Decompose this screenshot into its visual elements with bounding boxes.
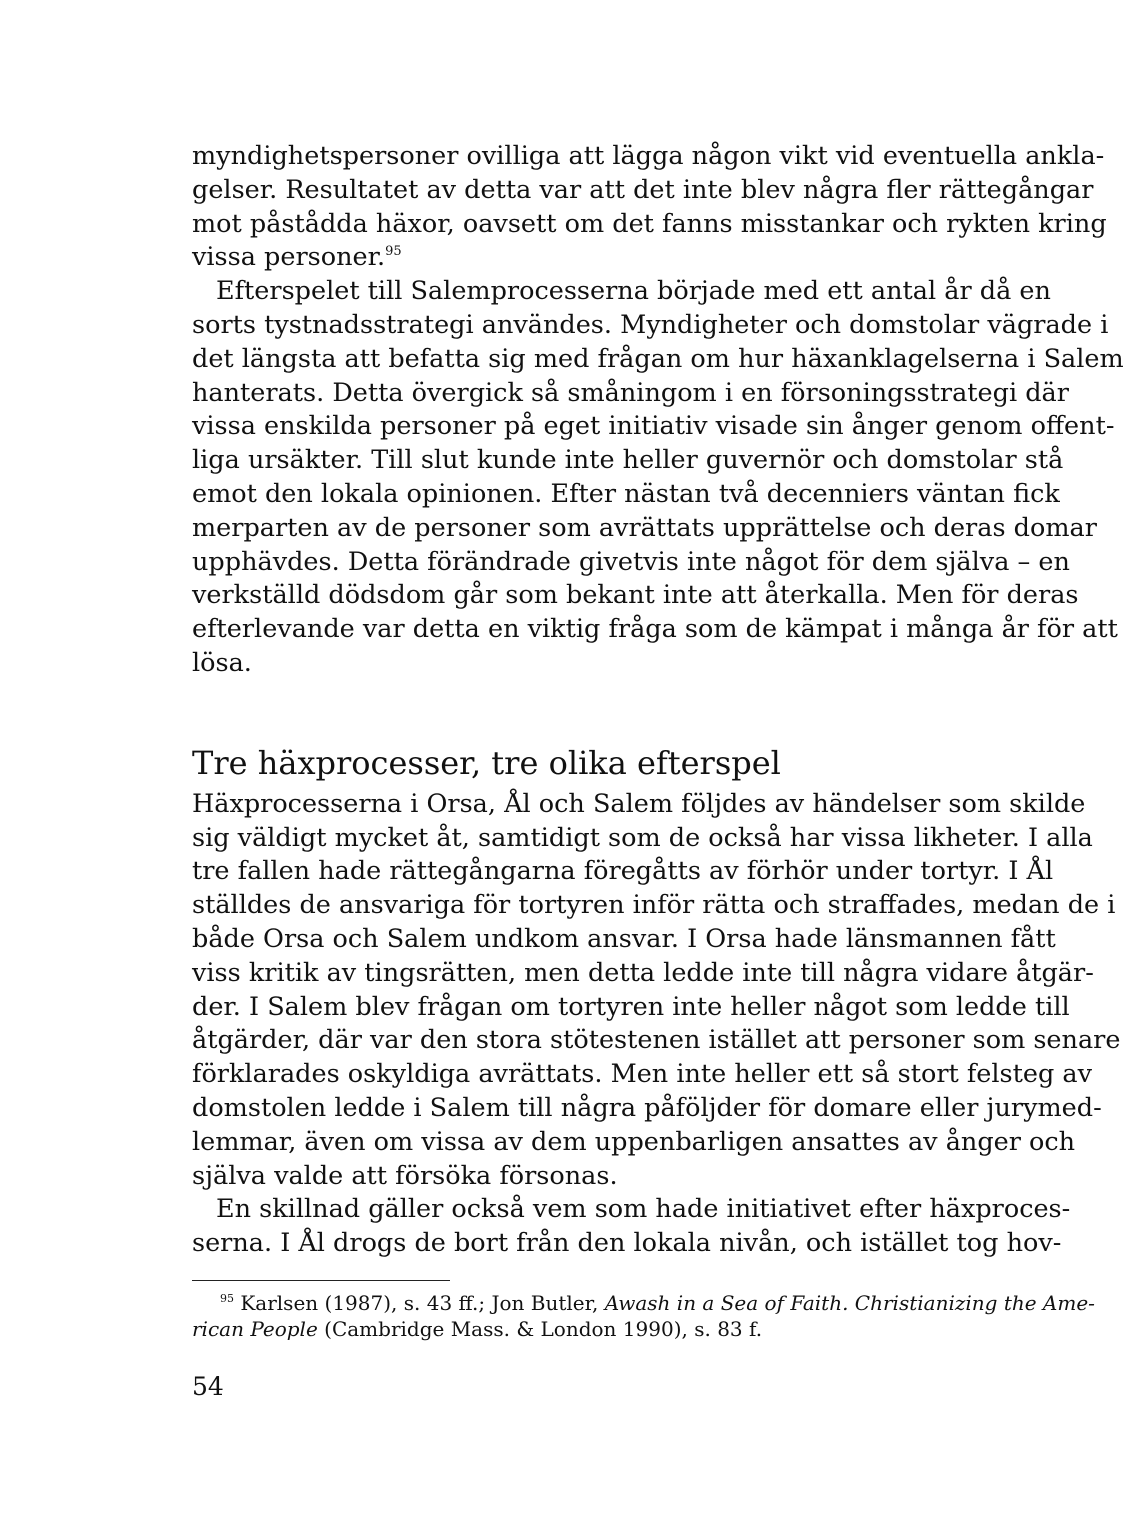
paragraph-4 [192, 1193, 1071, 1261]
text-line: lösa. [192, 647, 252, 678]
text-line: emot den lokala opinionen. Efter nästan två decenniers väntan fick [192, 478, 1060, 509]
text-line: En skillnad gäller också vem som hade initiativet efter häxproces- [216, 1194, 1071, 1225]
page-number: 54 [192, 1372, 224, 1401]
text-line: förklarades oskyldiga avrättats. Men inte heller ett så stort felsteg av [192, 1059, 1093, 1090]
text-line: lemmar, även om vissa av dem uppenbarligen ansattes av ånger och [192, 1126, 1076, 1157]
text-line: åtgärder, där var den stora stötestenen istället att personer som senare [192, 1025, 1121, 1056]
text-line: efterlevande var detta en viktig fråga som de kämpat i många år för att [192, 614, 1118, 645]
text-line: både Orsa och Salem undkom ansvar. I Orsa hade länsmannen fått [192, 923, 1056, 954]
text-line: merparten av de personer som avrättats upprättelse och deras domar [192, 512, 1097, 543]
text-line: själva valde att försöka försonas. [192, 1160, 618, 1191]
footnote-marker: 95 [220, 1292, 234, 1305]
text-line: verkställd dödsdom går som bekant inte att återkalla. Men för deras [192, 580, 1079, 611]
paragraph-2 [192, 275, 1124, 681]
text-line: serna. I Ål drogs de bort från den lokala nivån, och istället tog hov- [192, 1228, 1062, 1259]
text-line: der. I Salem blev frågan om tortyren inte heller något som ledde till [192, 991, 1070, 1022]
page-body [192, 140, 1124, 1261]
footnote-rule [192, 1280, 450, 1281]
text-line: vissa enskilda personer på eget initiativ visade sin ånger genom offent- [192, 411, 1115, 442]
text-line: gelser. Resultatet av detta var att det inte blev några fler rättegångar [192, 174, 1094, 205]
text-line: Häxprocesserna i Orsa, Ål och Salem följdes av händelser som skilde [192, 788, 1086, 819]
paragraph-1 [192, 140, 1107, 275]
text-line: hanterats. Detta övergick så småningom i en försoningsstrategi där [192, 377, 1069, 408]
text-line: liga ursäkter. Till slut kunde inte heller guvernör och domstolar stå [192, 445, 1064, 476]
footnote [192, 1290, 1095, 1342]
text-line: viss kritik av tingsrätten, men detta ledde inte till några vidare åtgär- [192, 957, 1094, 988]
text-line: mot påstådda häxor, oavsett om det fanns misstankar och rykten kring [192, 208, 1107, 239]
text-line: myndighetspersoner ovilliga att lägga någon vikt vid eventuella ankla- [192, 141, 1105, 171]
section-heading: Tre häxprocesser, tre olika efterspel [192, 743, 781, 782]
text-line: sig väldigt mycket åt, samtidigt som de också har vissa likheter. I alla [192, 822, 1093, 853]
footnote-line-1: $^{95}$ Karlsen (1987), s. 43 ff.; Jon Butler, Awash in a Sea of Faith. Christianizing the Ame- [220, 1291, 1095, 1315]
footnote-line-2: rican People (Cambridge Mass. & London 1990), s. 83 f. [192, 1317, 763, 1341]
text-line: tre fallen hade rättegångarna föregåtts av förhör under tortyr. I Ål [192, 856, 1054, 887]
footnote-reference: 95 [385, 244, 402, 260]
text-line: domstolen ledde i Salem till några påföljder för domare eller jurymed- [192, 1092, 1102, 1123]
text-line: sorts tystnadsstrategi användes. Myndigheter och domstolar vägrade i [192, 309, 1109, 340]
text-line: upphävdes. Detta förändrade givetvis inte något för dem själva – en [192, 546, 1070, 577]
text-line: det längsta att befatta sig med frågan om hur häxanklagelserna i Salem [192, 343, 1124, 374]
text-line: Efterspelet till Salemprocesserna började med ett antal år då en [216, 276, 1051, 307]
text-line: ställdes de ansvariga för tortyren inför rätta och straffades, medan de i [192, 890, 1116, 921]
paragraph-3 [192, 788, 1121, 1194]
text-line: vissa personer.$^{95}$ [192, 242, 402, 273]
